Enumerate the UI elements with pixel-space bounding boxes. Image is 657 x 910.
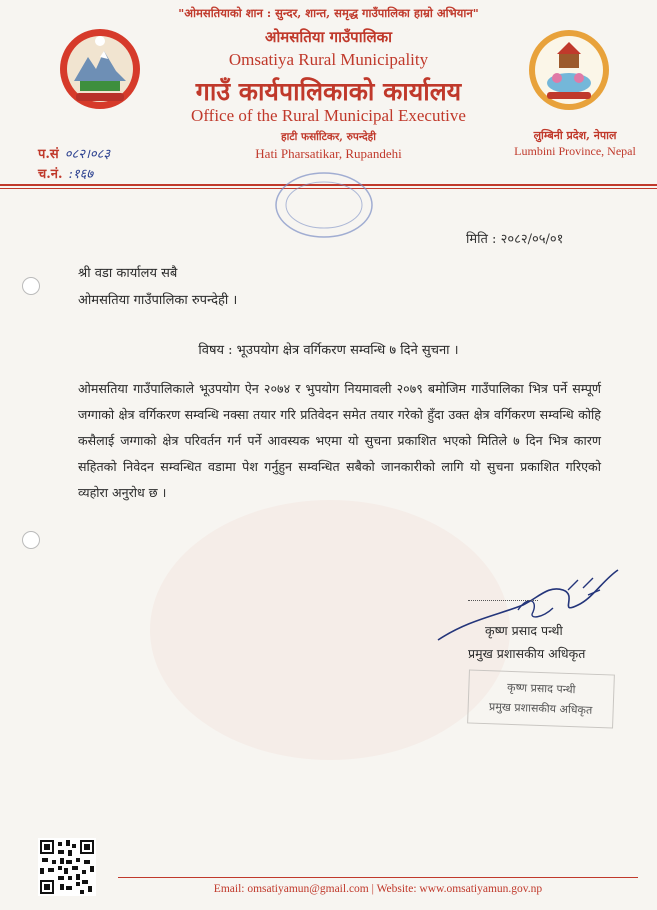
office-name-en: Office of the Rural Municipal Executive bbox=[191, 106, 466, 125]
subject-line: विषय : भूउपयोग क्षेत्र वर्गिकरण सम्वन्धि ७ दिने सुचना । bbox=[198, 343, 459, 358]
ps-value: ०८२।०८३ bbox=[64, 147, 111, 162]
punch-hole bbox=[22, 531, 40, 549]
letter-date: मिति : २०८२/०५/०१ bbox=[466, 232, 564, 247]
municipality-name-np: ओमसतिया गाउँपालिका bbox=[264, 28, 393, 46]
province-np: लुम्बिनी प्रदेश, नेपाल bbox=[533, 129, 617, 142]
body-paragraph: ओमसतिया गाउँपालिकाले भूउपयोग ऐन २०७४ र भुपयोग नियमावली २०७९ बमोजिम गाउँपालिका भित्र पर्ने सम्पूर्ण जग्गाको क्षेत्र वर्गिकरण सम्वन्धि नक्सा तयार गरि प्रतिवेदन समेत तयार गरेको हुँदा उक्त क्षेत्र वर्गिकरण सम्वन्धि कोहि कसैलाई जग्गाको क्षेत्र परिवर्तन गर्न पर्ने आवस्यक भएमा यो सुचना प्रकाशित भएको मितिले ७ दिन भित्र कारण सहितको निवेदन सम्वन्धित वडामा पेश गर्नुहुन सम्वन्धित सबैको जानकारीको लागि यो सुचना प्रकाशित गरिएको व्यहोरा अनुरोध छ । bbox=[78, 381, 601, 500]
designation-stamp bbox=[467, 669, 615, 728]
address-en: Hati Pharsatikar, Rupandehi bbox=[255, 146, 402, 161]
signatory-name: कृष्ण प्रसाद पन्थी bbox=[485, 623, 563, 638]
municipality-name-en: Omsatiya Rural Municipality bbox=[228, 50, 429, 69]
footer-contact: Email: omsatiyamun@gmail.com | Website: www.omsatiyamun.gov.np bbox=[213, 883, 543, 895]
province-en: Lumbini Province, Nepal bbox=[514, 144, 636, 158]
address-np: हाटी फर्साटिकर, रुपन्देही bbox=[281, 131, 376, 143]
chalani-number bbox=[38, 164, 93, 182]
punch-hole bbox=[22, 277, 40, 295]
recipient-line-2: ओमसतिया गाउँपालिका रुपन्देही । bbox=[78, 293, 238, 308]
office-name-np: गाउँ कार्यपालिकाको कार्यालय bbox=[195, 77, 462, 106]
slogan: "ओमसतियाको शान : सुन्दर, शान्त, समृद्ध गाउँपालिका हाम्रो अभियान" bbox=[178, 6, 479, 20]
patra-sankhya bbox=[38, 144, 110, 162]
office-seal-icon bbox=[272, 170, 376, 240]
stamp-title: प्रमुख प्रशासकीय अधिकृत bbox=[488, 700, 593, 717]
recipient-line-1: श्री वडा कार्यालय सबै bbox=[78, 266, 178, 281]
qr-code-icon bbox=[38, 838, 96, 896]
signatory-title: प्रमुख प्रशासकीय अधिकृत bbox=[468, 646, 586, 661]
signature-dotted-line bbox=[468, 600, 538, 601]
footer-divider bbox=[118, 877, 638, 878]
cn-label: च.नं. bbox=[38, 167, 63, 182]
cn-value: :१६७ bbox=[68, 167, 94, 182]
ps-label: प.सं bbox=[38, 147, 59, 162]
stamp-name: कृष्ण प्रसाद पन्थी bbox=[506, 680, 576, 697]
